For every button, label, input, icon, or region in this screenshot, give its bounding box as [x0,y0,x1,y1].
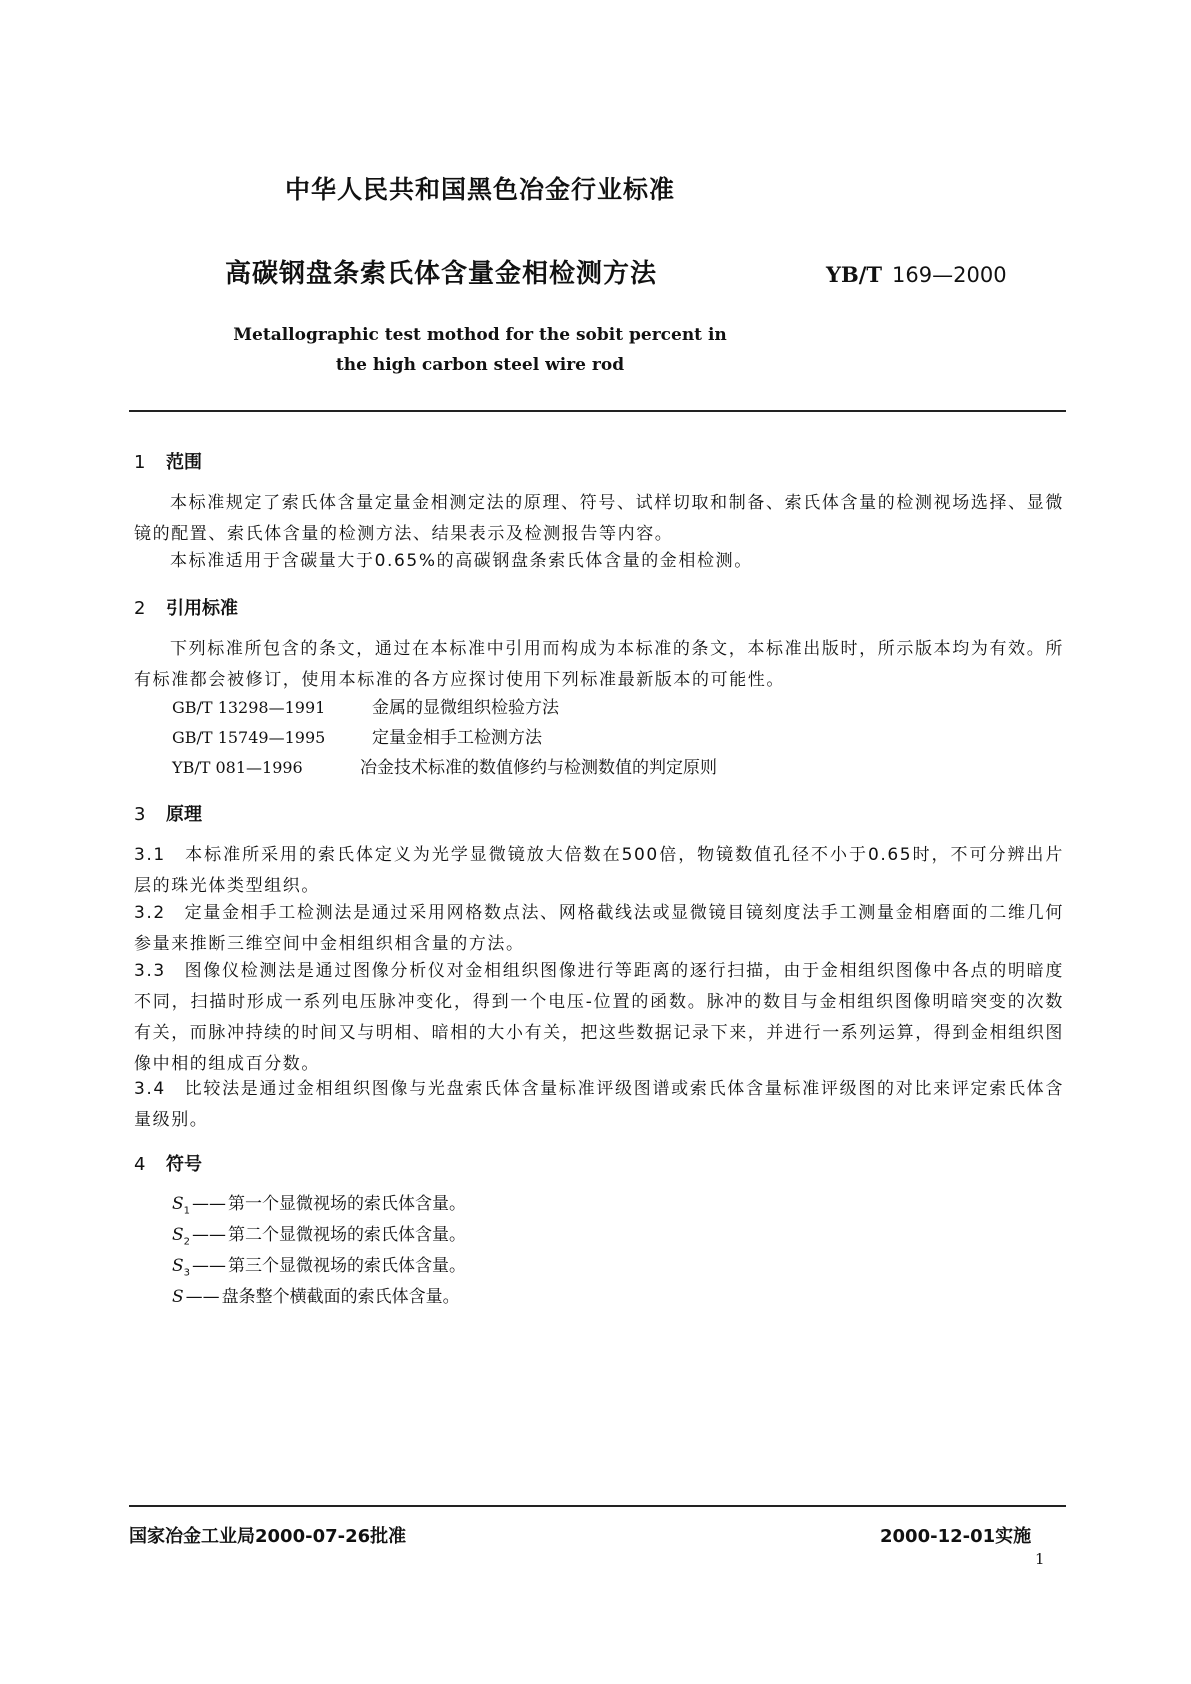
reference-item [172,722,542,754]
section-1-paragraph-1: 本标准规定了索氏体含量定量金相测定法的原理、符号、试样切取和制备、索氏体含量的检测视场选择、显微镜的配置、索氏体含量的检测方法、结果表示及检测报告等内容。 [134,493,1064,544]
reference-code: YB/T 081—1996 [172,758,303,777]
symbol-description: 第三个显微视场的索氏体含量。 [228,1256,467,1276]
standard-code: 169—2000 [892,263,1007,287]
section-number: 2 [134,598,146,619]
english-title-line-2: the high carbon steel wire rod [335,355,625,375]
page-number: 1 [1035,1550,1045,1568]
dash: —— [192,1256,227,1276]
section-number: 4 [134,1154,146,1175]
section-title: 引用标准 [166,598,238,619]
dash: —— [185,1287,220,1307]
footer-divider [129,1505,1066,1507]
reference-name: 冶金技术标准的数值修约与检测数值的判定原则 [360,758,717,778]
clause-3-3: 3.3 图像仪检测法是通过图像分析仪对金相组织图像进行等距离的逐行扫描，由于金相组织图像中各点的明暗度不同，扫描时形成一系列电压脉冲变化，得到一个电压-位置的函数。脉冲的数目与金相组织图像明暗突变的次数有关，而脉冲持续的时间又与明相、暗相的大小有关，把这些数据记录下来，并进行一系列运算，得到金相组织图像中相的组成百分数。 [134,961,1064,1074]
section-2-heading [134,594,238,620]
clause-3-4: 3.4 比较法是通过金相组织图像与光盘索氏体含量标准评级图谱或索氏体含量标准评级图的对比来评定索氏体含量级别。 [134,1079,1064,1130]
symbol: S [172,1225,184,1245]
section-number: 1 [134,452,146,473]
standard-prefix: YB/T [826,262,883,287]
reference-item [172,752,717,784]
standard-category: 中华人民共和国黑色冶金行业标准 [284,175,675,204]
section-1-paragraph-2: 本标准适用于含碳量大于0.65%的高碳钢盘条索氏体含量的金相检测。 [170,551,753,571]
document-title: 高碳钢盘条索氏体含量金相检测方法 [225,259,658,289]
symbol-description: 第二个显微视场的索氏体含量。 [228,1225,467,1245]
english-title [200,320,760,380]
section-3-heading [134,800,202,826]
effective-date: 2000-12-01实施 [880,1526,1032,1547]
section-1-heading [134,448,202,474]
symbol-subscript: 2 [183,1236,191,1248]
reference-code: GB/T 15749—1995 [172,728,326,747]
symbol-description: 第一个显微视场的索氏体含量。 [228,1194,467,1214]
symbol: S [172,1194,184,1214]
reference-name: 定量金相手工检测方法 [372,728,542,748]
clause-3-1: 3.1 本标准所采用的索氏体定义为光学显微镜放大倍数在500倍，物镜数值孔径不小于0.65时，不可分辨出片层的珠光体类型组织。 [134,845,1064,896]
symbol: S [172,1287,184,1307]
section-title: 符号 [166,1154,202,1175]
reference-item [172,692,559,724]
symbol-subscript: 1 [183,1205,191,1217]
section-title: 原理 [166,804,202,825]
english-title-line-1: Metallographic test mothod for the sobit percent in [233,325,727,345]
symbol: S [172,1256,184,1276]
symbol-subscript: 3 [183,1267,191,1279]
standard-number [826,262,1007,287]
approval-date: 国家冶金工业局2000-07-26批准 [129,1526,407,1547]
dash: —— [192,1225,227,1245]
symbol-description: 盘条整个横截面的索氏体含量。 [221,1287,460,1307]
reference-name: 金属的显微组织检验方法 [372,698,559,718]
reference-code: GB/T 13298—1991 [172,698,326,717]
section-4-heading [134,1150,202,1176]
symbol-definition [172,1281,460,1313]
header-divider [129,410,1066,412]
section-number: 3 [134,804,146,825]
section-2-paragraph-1: 下列标准所包含的条文，通过在本标准中引用而构成为本标准的条文，本标准出版时，所示版本均为有效。所有标准都会被修订，使用本标准的各方应探讨使用下列标准最新版本的可能性。 [134,639,1064,690]
clause-3-2: 3.2 定量金相手工检测法是通过采用网格数点法、网格截线法或显微镜目镜刻度法手工测量金相磨面的二维几何参量来推断三维空间中金相组织相含量的方法。 [134,903,1064,954]
dash: —— [192,1194,227,1214]
section-title: 范围 [166,452,202,473]
